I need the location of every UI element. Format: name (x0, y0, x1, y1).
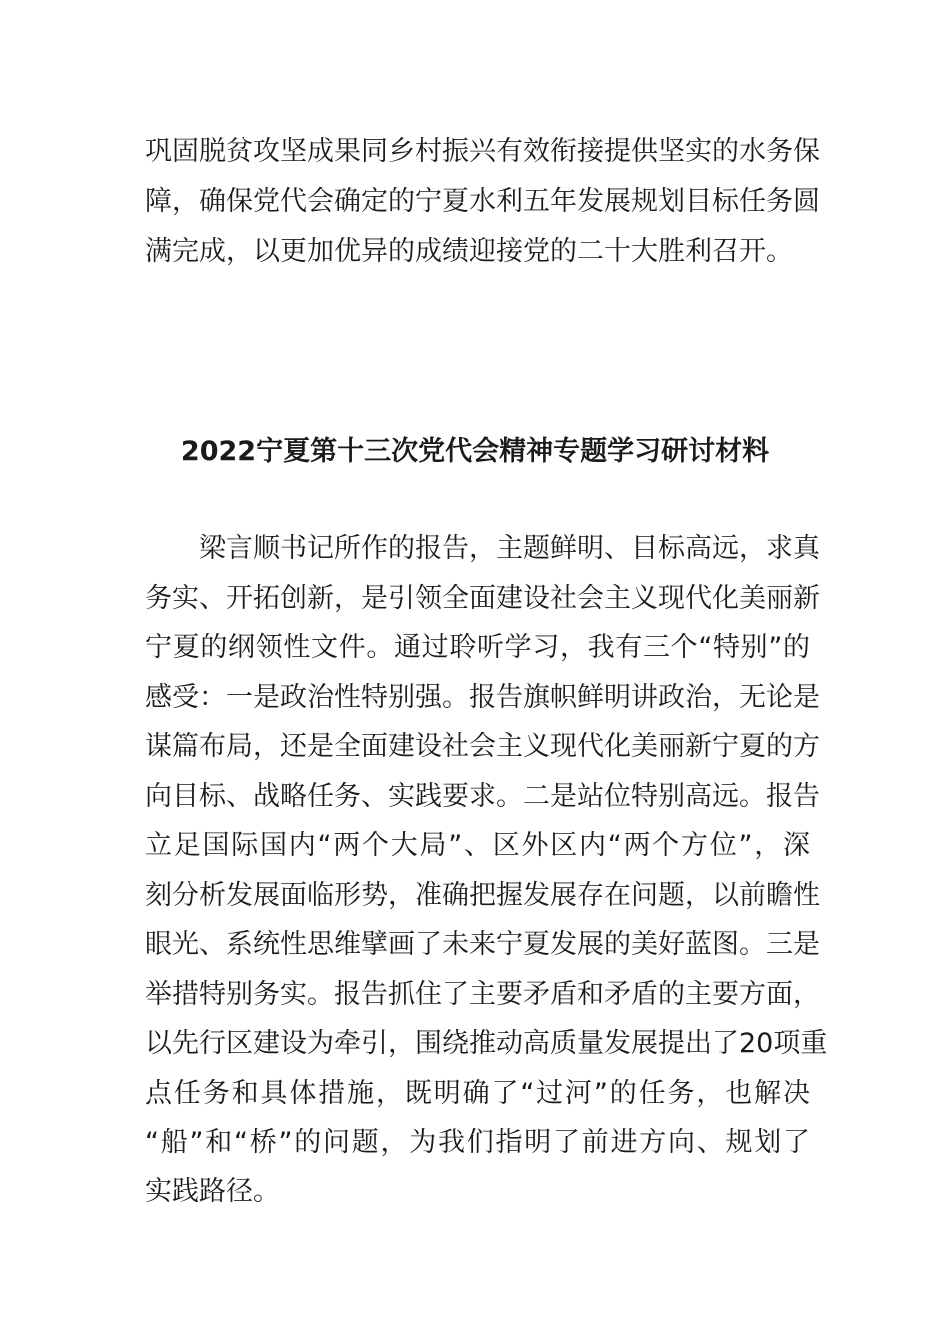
paragraph-line: 满完成，以更加优异的成绩迎接党的二十大胜利召开。 (145, 236, 793, 267)
paragraph-line: 实践路径。 (145, 1176, 280, 1207)
paragraph-line: 立足国际国内“两个大局”、区外区内“两个方位”，深 (145, 830, 810, 861)
paragraph-line: 梁言顺书记所作的报告，主题鲜明、目标高远，求真 (145, 533, 820, 564)
paragraph-line: 举措特别务实。报告抓住了主要矛盾和矛盾的主要方面， (145, 979, 820, 1010)
paragraph-line: 巩固脱贫攻坚成果同乡村振兴有效衔接提供坚实的水务保 (145, 136, 820, 167)
paragraph-line: “船”和“桥”的问题，为我们指明了前进方向、规划了 (145, 1127, 810, 1158)
paragraph-line: 眼光、系统性思维擘画了未来宁夏发展的美好蓝图。三是 (145, 929, 820, 960)
paragraph-line: 障，确保党代会确定的宁夏水利五年发展规划目标任务圆 (145, 186, 820, 217)
paragraph-line: 感受：一是政治性特别强。报告旗帜鲜明讲政治，无论是 (145, 682, 820, 713)
document-heading: 2022宁夏第十三次党代会精神专题学习研讨材料 (180, 436, 770, 467)
paragraph-line: 宁夏的纲领性文件。通过聆听学习，我有三个“特别”的 (145, 632, 810, 663)
paragraph-line: 谋篇布局，还是全面建设社会主义现代化美丽新宁夏的方 (145, 731, 820, 762)
paragraph-line: 以先行区建设为牵引，围绕推动高质量发展提出了20项重 (145, 1028, 828, 1059)
paragraph-line: 向目标、战略任务、实践要求。二是站位特别高远。报告 (145, 781, 820, 812)
paragraph-line: 务实、开拓创新，是引领全面建设社会主义现代化美丽新 (145, 583, 820, 614)
paragraph-line: 刻分析发展面临形势，准确把握发展存在问题，以前瞻性 (145, 880, 820, 911)
paragraph-line: 点任务和具体措施，既明确了“过河”的任务，也解决 (145, 1078, 810, 1109)
